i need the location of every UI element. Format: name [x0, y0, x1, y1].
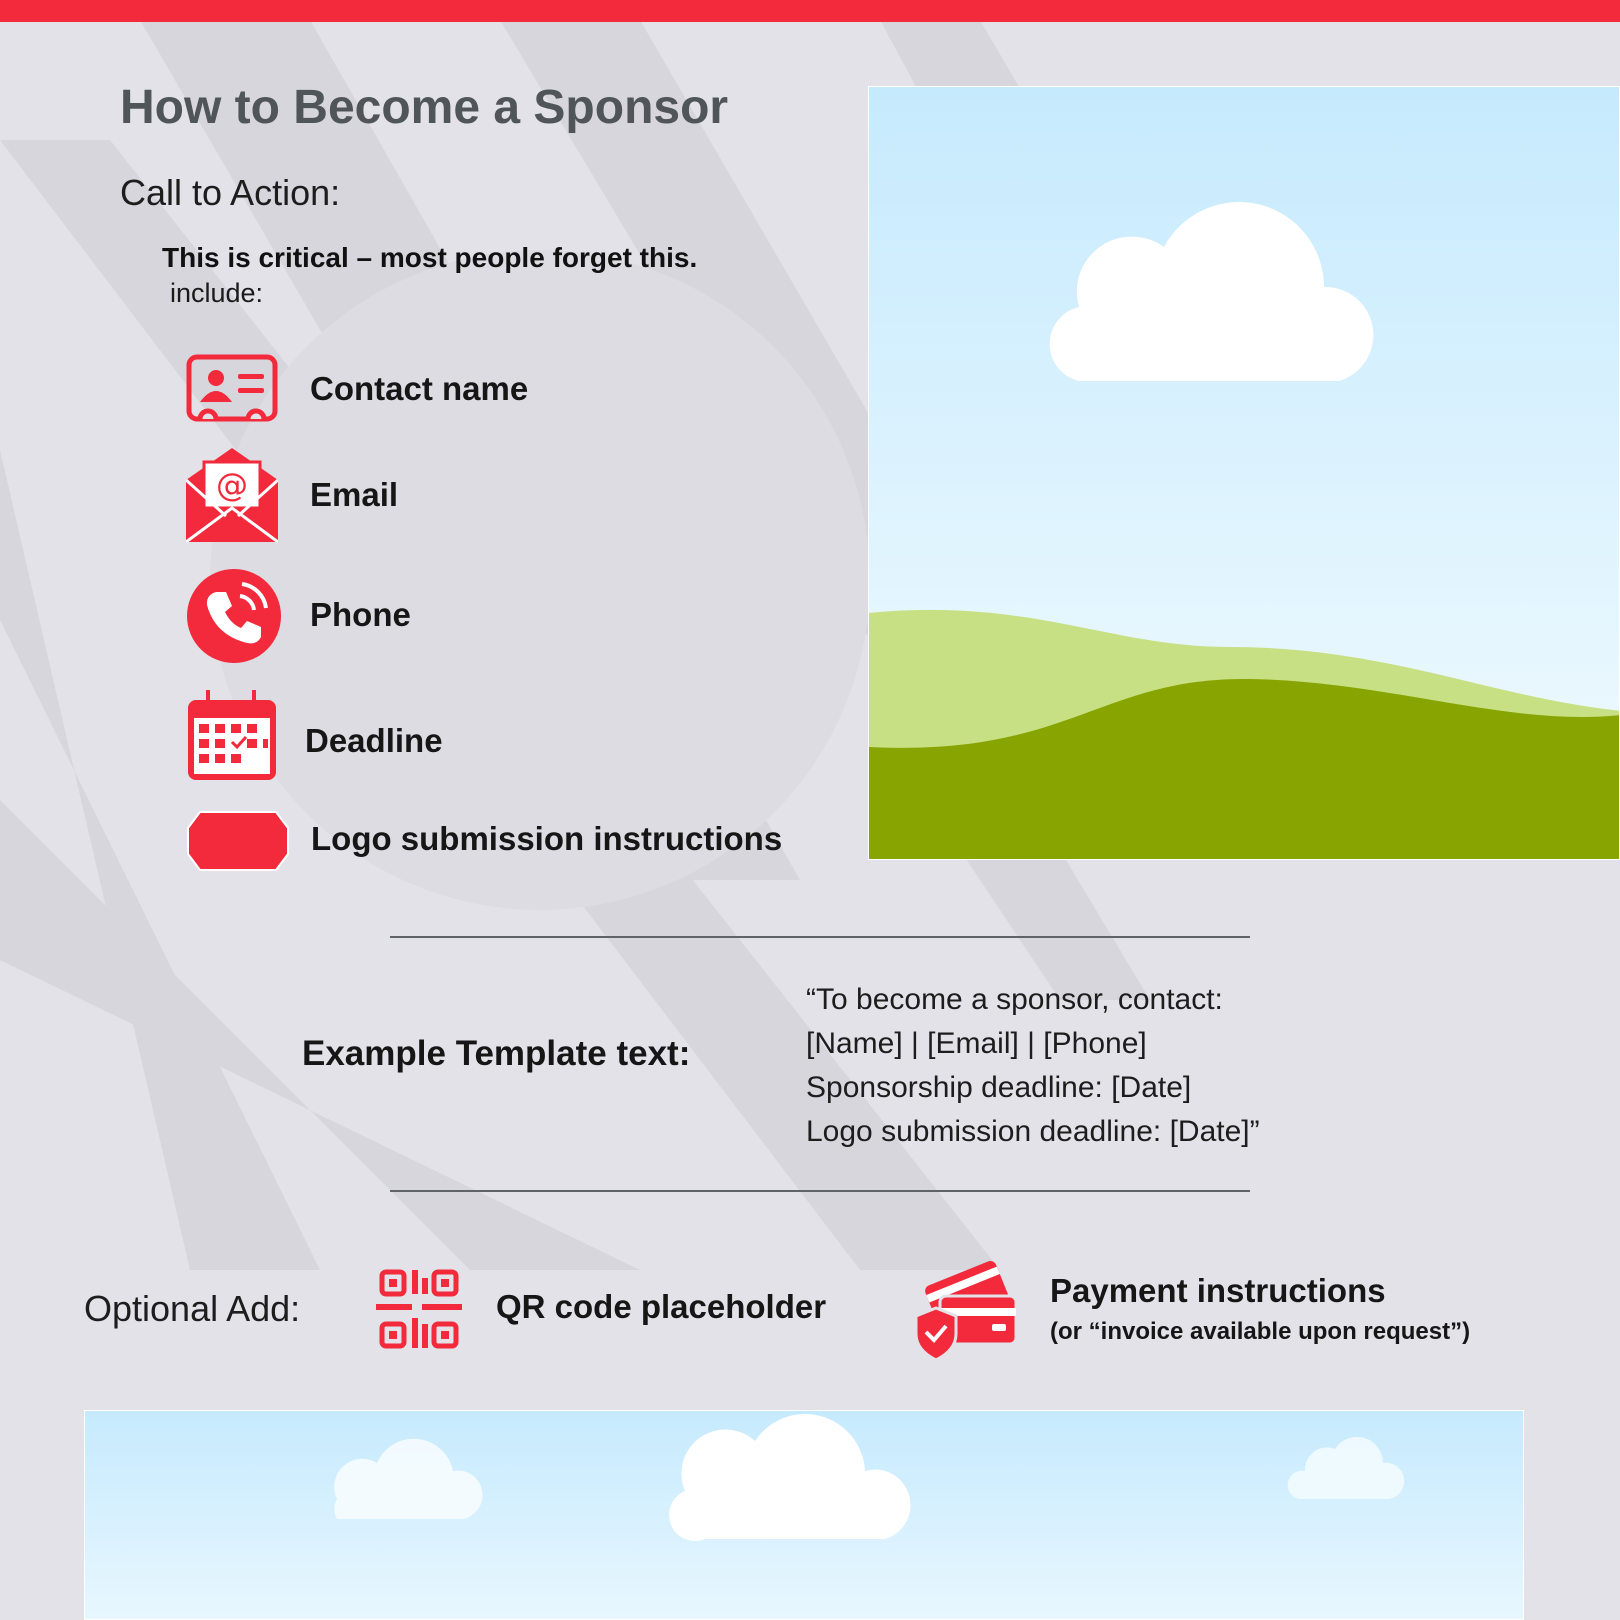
example-template-label: Example Template text:	[302, 1034, 691, 1073]
include-item-email: Email	[310, 476, 399, 513]
include-item-deadline: Deadline	[305, 722, 443, 759]
example-line-1: “To become a sponsor, contact:	[806, 983, 1223, 1016]
example-template-text	[806, 978, 1260, 1154]
top-accent-bar	[0, 0, 1620, 22]
divider-bottom	[390, 1190, 1250, 1192]
contact-card-icon	[186, 354, 278, 426]
qr-code-placeholder-label: QR code placeholder	[496, 1288, 827, 1325]
hexagon-badge-icon	[186, 808, 290, 874]
divider-top	[390, 936, 1250, 938]
include-item-phone: Phone	[310, 596, 411, 633]
phone-icon	[186, 568, 282, 664]
qr-code-icon	[374, 1264, 464, 1354]
page-title: How to Become a Sponsor	[120, 81, 729, 134]
call-to-action-label: Call to Action:	[120, 172, 341, 213]
example-line-4: Logo submission deadline: [Date]”	[806, 1115, 1260, 1148]
include-item-contact-name: Contact name	[310, 370, 529, 407]
payment-instructions-note: (or “invoice available upon request”)	[1050, 1318, 1471, 1345]
calendar-icon	[186, 690, 278, 782]
email-envelope-icon	[186, 448, 278, 542]
optional-add-label: Optional Add:	[84, 1288, 301, 1329]
example-line-3: Sponsorship deadline: [Date]	[806, 1071, 1192, 1104]
payment-instructions-label: Payment instructions	[1050, 1272, 1386, 1309]
hero-image-placeholder	[868, 86, 1620, 860]
credit-card-shield-icon	[912, 1256, 1018, 1362]
include-item-logo-submission: Logo submission instructions	[311, 820, 783, 857]
bottom-image-placeholder	[84, 1410, 1524, 1620]
include-label: include:	[170, 278, 264, 308]
landscape-illustration	[869, 87, 1620, 860]
sky-illustration	[85, 1411, 1524, 1620]
example-line-2: [Name] | [Email] | [Phone]	[806, 1027, 1147, 1060]
critical-note: This is critical – most people forget this.	[162, 242, 698, 273]
svg-text:@: @	[216, 466, 248, 504]
